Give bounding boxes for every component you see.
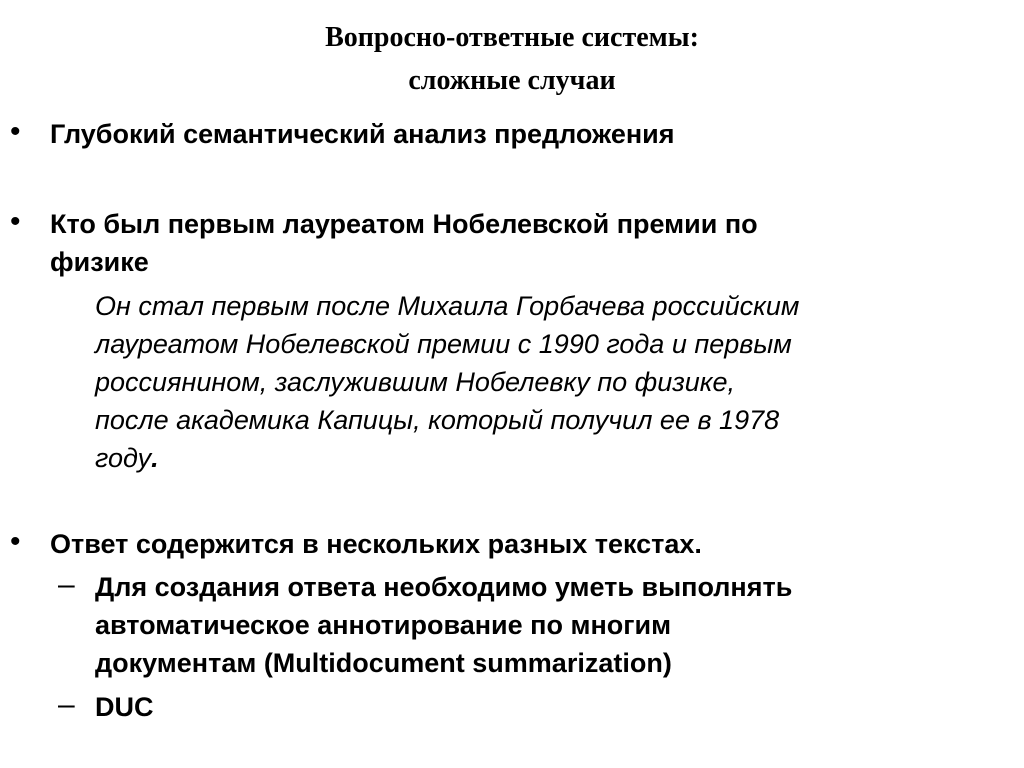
subbullet-marker: – xyxy=(58,568,75,601)
quote-text: году xyxy=(95,443,152,473)
example-quote xyxy=(95,287,799,477)
bullet-text: физике xyxy=(50,247,149,277)
subbullet-item-summarization xyxy=(95,568,792,682)
bullet-text: Глубокий семантический анализ предложения xyxy=(50,119,675,149)
bullet-marker: • xyxy=(10,205,21,238)
quote-line: после академика Капицы, который получил ее в 1978 xyxy=(95,405,780,435)
bullet-text: Ответ содержится в нескольких разных текстах. xyxy=(50,529,702,559)
quote-line-last xyxy=(95,439,799,477)
subbullet-marker: – xyxy=(58,688,75,721)
bullet-item-semantic-analysis xyxy=(50,115,675,153)
quote-line: лауреатом Нобелевской премии с 1990 года и первым xyxy=(95,329,792,359)
bullet-item-multi-text xyxy=(50,525,702,563)
slide-title xyxy=(0,16,1024,102)
subbullet-text: документам (Multidocument summarization) xyxy=(95,648,672,678)
title-line-2: сложные случаи xyxy=(408,65,616,96)
quote-line: россиянином, заслужившим Нобелевку по физике, xyxy=(95,367,736,397)
quote-line: Он стал первым после Михаила Горбачева российским xyxy=(95,291,800,321)
subbullet-text: Для создания ответа необходимо уметь выполнять xyxy=(95,572,793,602)
subbullet-text: DUC xyxy=(95,692,154,722)
bullet-marker: • xyxy=(10,115,21,148)
title-line-1: Вопросно-ответные системы: xyxy=(325,22,699,53)
bullet-text: Кто был первым лауреатом Нобелевской премии по xyxy=(50,209,758,239)
quote-period: . xyxy=(151,443,159,473)
bullet-item-question xyxy=(50,205,758,281)
subbullet-item-duc xyxy=(95,688,154,726)
subbullet-text: автоматическое аннотирование по многим xyxy=(95,610,672,640)
bullet-marker: • xyxy=(10,525,21,558)
